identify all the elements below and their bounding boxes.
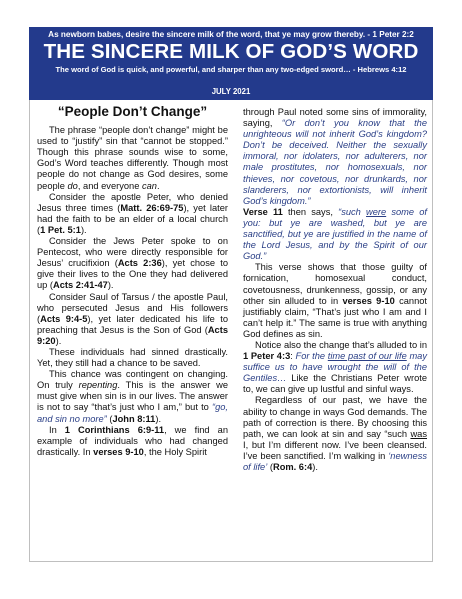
paragraph: The phrase “people don’t change” might be used to “justify” sin that “cannot be stopped.” Though this phrase sounds wise to some, God’s Word teaches differently. Though most people do not change as God desires, some people do, and everyone can.: [37, 125, 228, 191]
left-column: [37, 100, 228, 458]
right-column: [243, 107, 427, 473]
masthead-sub-verse: The word of God is quick, and powerful, and sharper than any two-edged sword… - Hebrews 4:12: [55, 65, 407, 74]
paragraph: through Paul noted some sins of immorality, saying, “Or don’t you know that the unrighteous will not inherit God’s kingdom? Don’t be deceived. Neither the sexually immoral, nor idolaters, nor adulterers, nor male prostitutes, nor homosexuals, nor thieves, nor covetous, nor drunkards, nor slanderers, nor extortionists, will inherit God’s kingdom.”: [243, 107, 427, 206]
paragraph: Consider Saul of Tarsus / the apostle Paul, who persecuted Jesus and His followers (Acts 9:4-5), yet later dedicated his life to preaching that Jesus is the Son of God (Acts 9:20).: [37, 291, 229, 346]
paragraph: Consider the Jews Peter spoke to on Pentecost, who were directly responsible for Jesus’ crucifixion (Acts 2:36), yet chose to give their lives to the One they had delivered up (Acts 2:41-47).: [37, 236, 228, 291]
newsletter-title: THE SINCERE MILK OF GOD’S WORD: [43, 40, 419, 63]
article-title: “People Don’t Change”: [57, 104, 208, 119]
paragraph: This verse shows that those guilty of fornication, homosexual conduct, covetousness, drunkenness, gossip, or any other sin alluded to in verses 9-10 cannot justifiably claim, “That’s just who I am and I can’t help it.” The same is true with anything God defines as sin.: [243, 262, 427, 339]
paragraph: Notice also the change that’s alluded to in 1 Peter 4:3: For the time past of our life may suffice us to have wrought the will of the Gentiles… Like the Christians Peter wrote to, we can give up lustful and sinful ways.: [243, 339, 428, 395]
paragraph: Verse 11 then says, “such were some of you: but ye are washed, but ye are sanctified, but ye are justified in the name of the Lord Jesus, and by the Spirit of our God.”: [243, 206, 427, 262]
masthead-top-verse: As newborn babes, desire the sincere milk of the word, that ye may grow thereby. - 1 Peter 2:2: [48, 30, 414, 39]
paragraph: Consider the apostle Peter, who denied Jesus three times (Matt. 26:69-75), yet later had the faith to be an elder of a local church (1 Pet. 5:1).: [37, 191, 228, 235]
masthead-banner: [29, 27, 433, 100]
paragraph: This chance was contingent on changing. On truly repenting. This is the answer we must give when sin is in our lives. The answer is not to say “that’s just who I am,” but to “go, and sin no more” (John 8:11).: [37, 369, 228, 424]
issue-date: JULY 2021: [211, 87, 251, 96]
paragraph: These individuals had sinned drastically. Yet, they still had a chance to be saved.: [37, 346, 228, 369]
paragraph: In 1 Corinthians 6:9-11, we find an example of individuals who had changed drastically. In verses 9-10, the Holy Spirit: [37, 424, 228, 457]
paragraph: Regardless of our past, we have the ability to change in ways God demands. The path of correction is there. By choosing this path, we can look at sin and say “such was I, but I’m different now. I’ve been cleansed. I’ve been sanctified. I’m walking in ‘newness of life’ (Rom. 6:4).: [243, 395, 427, 472]
article-body: [29, 100, 433, 562]
